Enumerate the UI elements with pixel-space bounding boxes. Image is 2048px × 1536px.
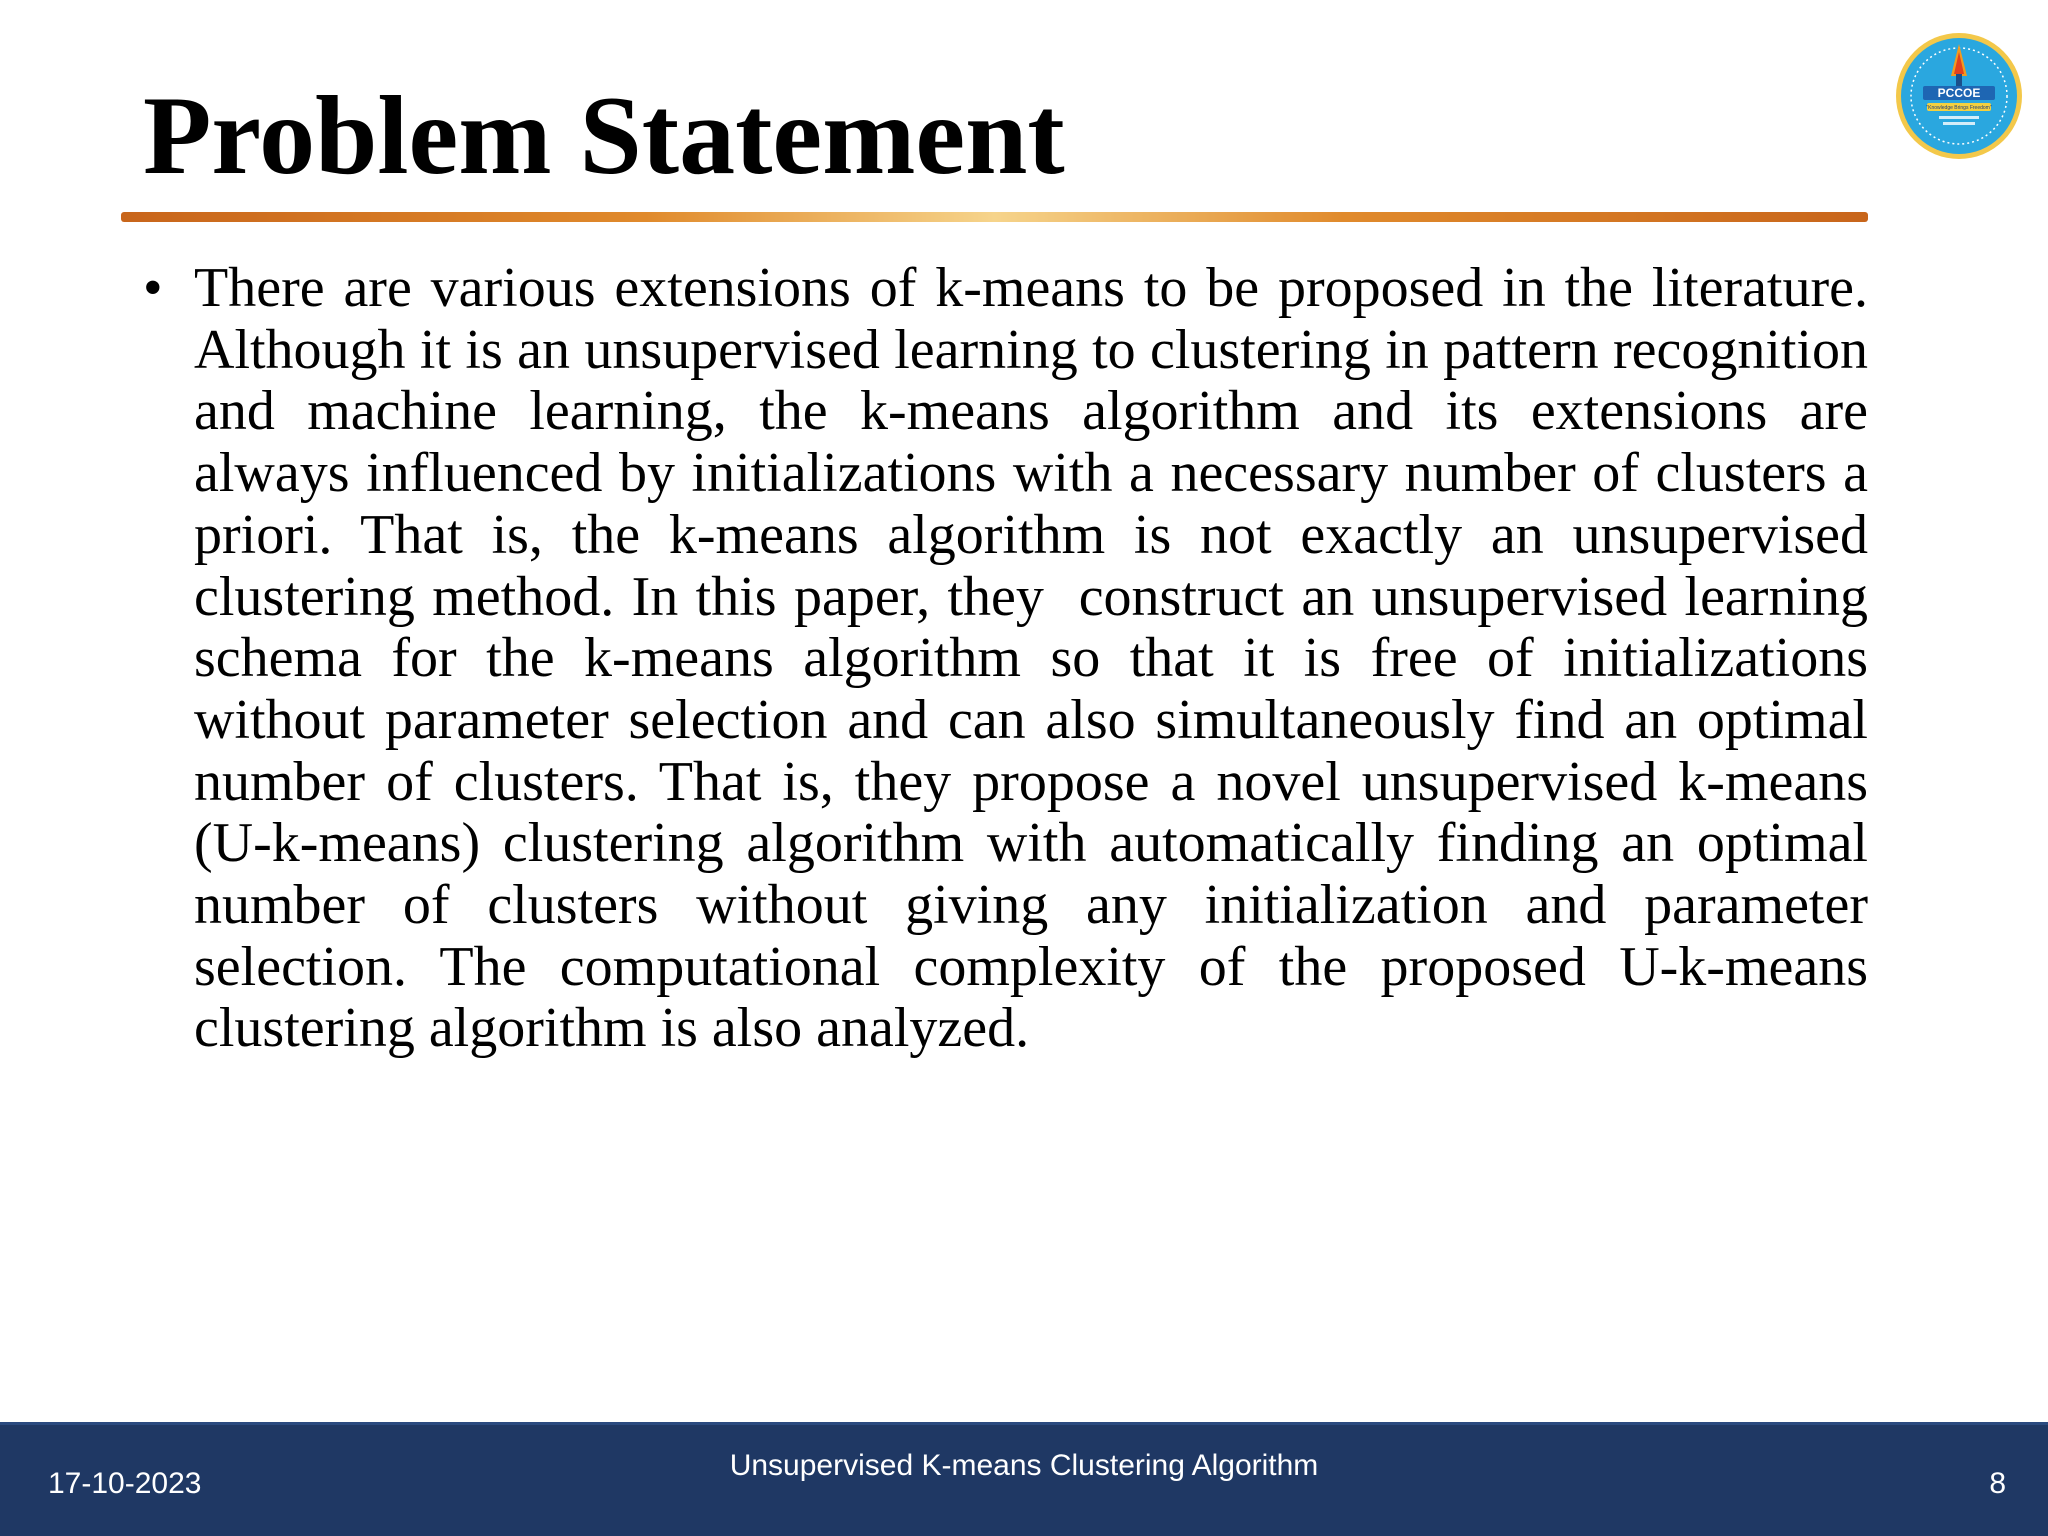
bullet-text: There are various extensions of k-means to be proposed in the literature. Although it is an unsupervised learning to clustering in pattern recognition and machine learning, the k-means algorithm and its extensions are always influenced by initializations with a necessary number of clusters a priori. That is, the k-means algorithm is not exactly an unsupervised clustering method. In this paper, they construct an unsupervised learning schema for the k-means algorithm so that it is free of initializations without parameter selection and can also simultaneously find an optimal number of clusters. That is, they propose a novel unsupervised k-means (U-k-means) clustering algorithm with automatically finding an optimal number of clusters without giving any initialization and parameter selection. The computational complexity of the proposed U-k-means clustering algorithm is also analyzed.: [194, 257, 1882, 1060]
bullet-item: [143, 257, 1882, 1060]
page-number: 8: [1989, 1467, 2006, 1500]
pccoe-logo-icon: [1893, 30, 2025, 162]
footer-bar: [0, 1422, 2048, 1536]
content-area: [143, 257, 1882, 1060]
slide-title: Problem Statement: [143, 74, 1065, 198]
footer-date: 17-10-2023: [48, 1467, 202, 1500]
bullet-icon: •: [143, 257, 163, 319]
footer-title: Unsupervised K-means Clustering Algorithm: [729, 1449, 1319, 1482]
title-underline: [121, 212, 1868, 222]
svg-text:PCCOE: PCCOE: [1937, 86, 1981, 100]
svg-text:"Knowledge Brings Freedom": "Knowledge Brings Freedom": [1926, 105, 1992, 111]
